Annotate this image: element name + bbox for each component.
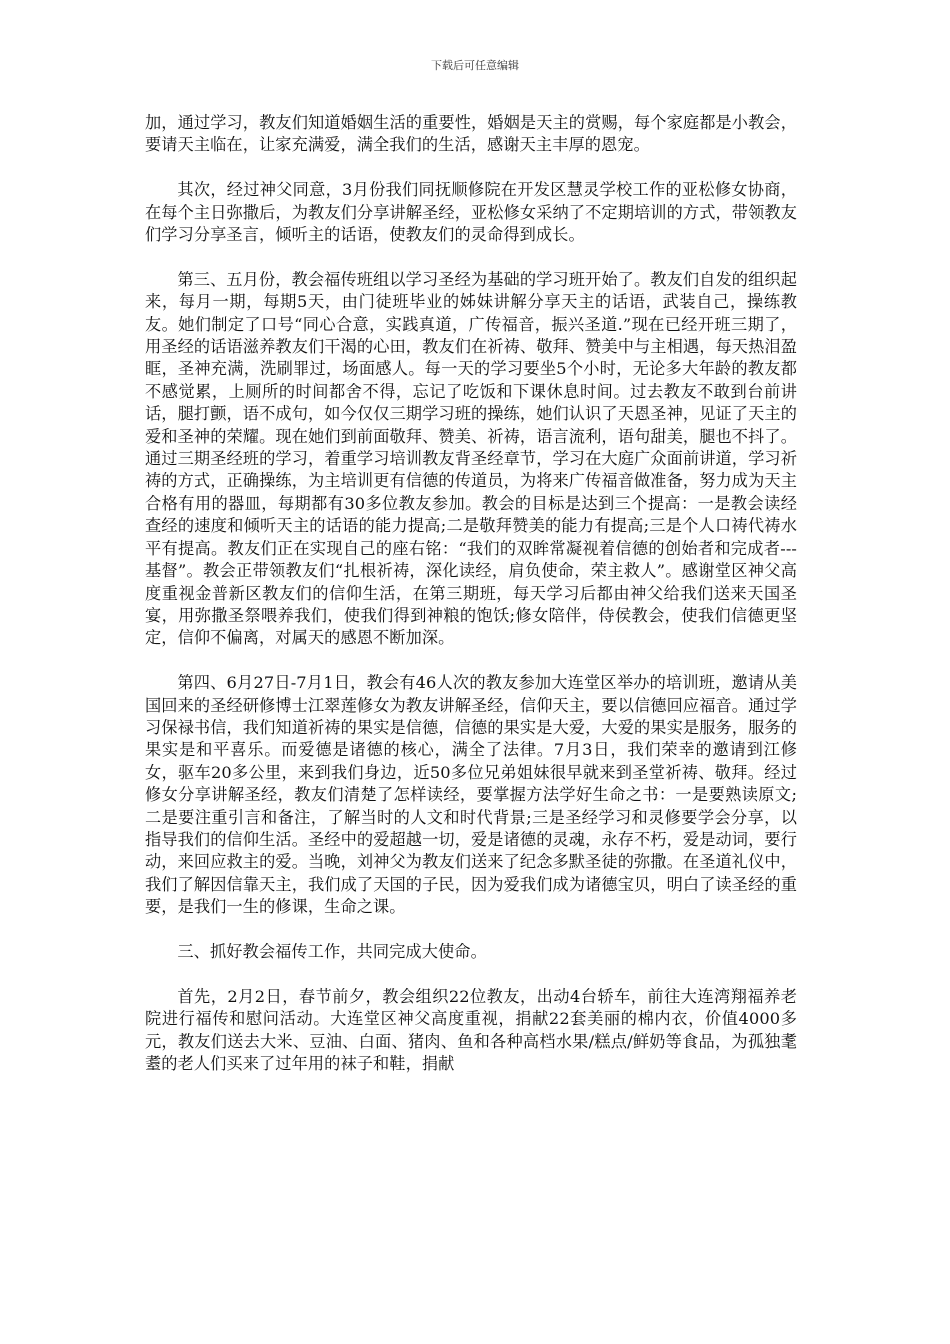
document-body bbox=[145, 112, 797, 1075]
paragraph: 首先，2月2日，春节前夕，教会组织22位教友，出动4台轿车，前往大连湾翔福养老院进行福传和慰问活动。大连堂区神父高度重视，捐献22套美丽的棉内衣，价值4000多元，教友们送去大米、豆油、白面、猪肉、鱼和各种高档水果/糕点/鲜奶等食品，为孤独耄耋的老人们买来了过年用的袜子和鞋，捐献 bbox=[145, 986, 797, 1073]
paragraph: 加，通过学习，教友们知道婚姻生活的重要性，婚姻是天主的赏赐，每个家庭都是小教会，要请天主临在，让家充满爱，满全我们的生活，感谢天主丰厚的恩宠。 bbox=[145, 113, 797, 155]
paragraph: 第三、五月份，教会福传班组以学习圣经为基础的学习班开始了。教友们自发的组织起来，每月一期，每期5天，由门徒班毕业的姊妹讲解分享天主的话语，武装自己，操练教友。她们制定了口号“同心合意，实践真道，广传福音，振兴圣道.”现在已经开班三期了，用圣经的话语滋养教友们干渴的心田，教友们在祈祷、敬拜、赞美中与主相遇，每天热泪盈眶，圣神充满，洗刷罪过，场面感人。每一天的学习要坐5个小时，无论多大年龄的教友都不感觉累，上厕所的时间都舍不得，忘记了吃饭和下课休息时间。过去教友不敢到台前讲话，腿打颤，语不成句，如今仅仅三期学习班的操练，她们认识了天恩圣神，见证了天主的爱和圣神的荣耀。现在她们到前面敬拜、赞美、祈祷，语言流利，语句甜美，腿也不抖了。通过三期圣经班的学习，着重学习培训教友背圣经章节，学习在大庭广众面前讲道，学习祈祷的方式，正确操练，为主培训更有信德的传道员，为将来广传福音做准备，努力成为天主合格有用的器皿，每期都有30多位教友参加。教会的目标是达到三个提高：一是教会读经查经的速度和倾听天主的话语的能力提高;二是敬拜赞美的能力有提高;三是个人口祷代祷水平有提高。教友们正在实现自己的座右铭：“我们的双眸常凝视着信德的创始者和完成者---基督”。教会正带领教友们“扎根祈祷，深化读经，肩负使命，荣主救人”。感谢堂区神父高度重视金普新区教友们的信仰生活，在第三期班，每天学习后都由神父给我们送来天国圣宴，用弥撒圣祭喂养我们，使我们得到神粮的饱饫;修女陪伴，侍侯教会，使我们信德更坚定，信仰不偏离，对属天的感恩不断加深。 bbox=[145, 269, 797, 648]
paragraph: 第四、6月27日-7月1日，教会有46人次的教友参加大连堂区举办的培训班，邀请从美国回来的圣经研修博士江翠莲修女为教友讲解圣经，信仰天主，要以信德回应福音。通过学习保禄书信，我们知道祈祷的果实是信德，信德的果实是大爱，大爱的果实是服务，服务的果实是和平喜乐。而爱德是诸德的核心，满全了法律。7月3日，我们荣幸的邀请到江修女，驱车20多公里，来到我们身边，近50多位兄弟姐妹很早就来到圣堂祈祷、敬拜。经过修女分享讲解圣经，教友们清楚了怎样读经，要掌握方法学好生命之书：一是要熟读原文;二是要注重引言和备注，了解当时的人文和时代背景;三是圣经学习和灵修要学会分享，以指导我们的信仰生活。圣经中的爱超越一切，爱是诸德的灵魂，永存不朽，爱是动词，要行动，来回应救主的爱。当晚，刘神父为教友们送来了纪念多默圣徒的弥撒。在圣道礼仪中，我们了解因信靠天主，我们成了天国的子民，因为爱我们成为诸德宝贝，明白了读圣经的重要，是我们一生的修课，生命之课。 bbox=[145, 673, 797, 917]
paragraph: 其次，经过神父同意，3月份我们同抚顺修院在开发区慧灵学校工作的亚松修女协商，在每个主日弥撒后，为教友们分享讲解圣经，亚松修女采纳了不定期培训的方式，带领教友们学习分享圣言，倾听主的话语，使教友们的灵命得到成长。 bbox=[145, 180, 797, 245]
section-heading: 三、抓好教会福传工作，共同完成大使命。 bbox=[177, 941, 487, 961]
page-header: 下载后可任意编辑 bbox=[431, 59, 519, 72]
